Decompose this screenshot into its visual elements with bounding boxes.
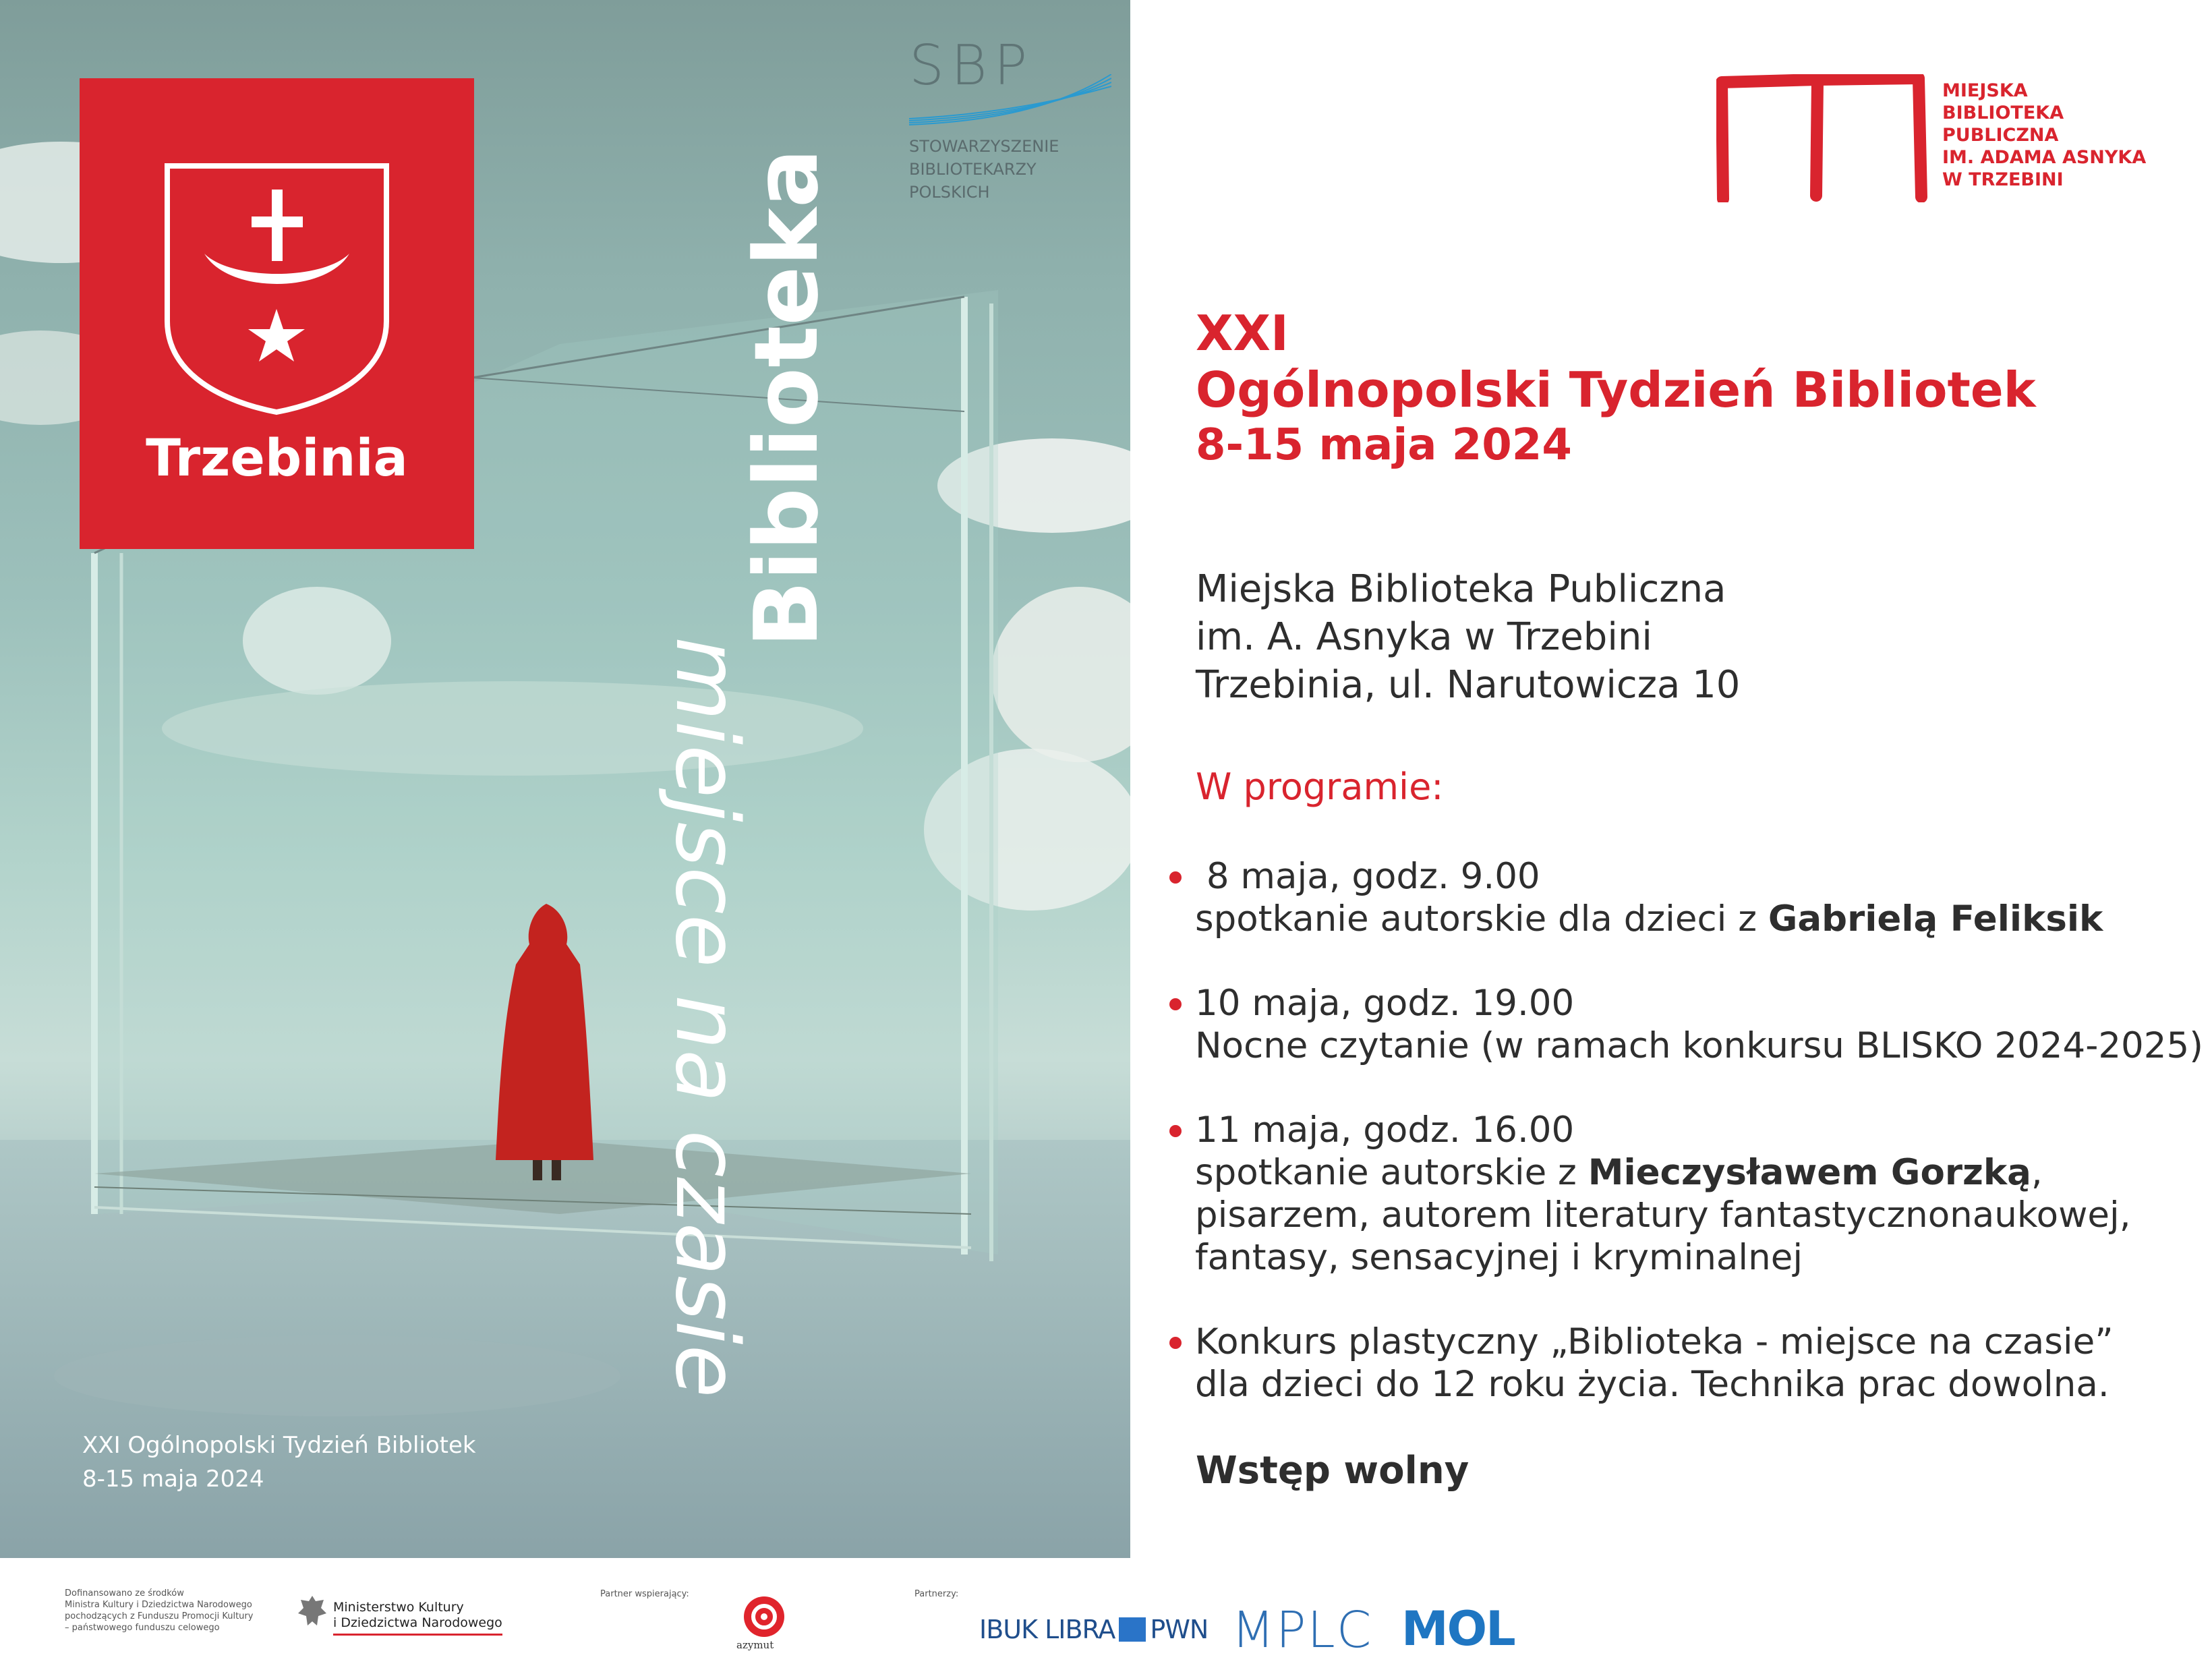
program-item [1167, 855, 2205, 940]
event-dates: 8-15 maja 2024 [1196, 420, 1572, 470]
mol-logo: MOL [1401, 1601, 1515, 1656]
mplc-logo: MPLC [1231, 1601, 1373, 1659]
library-logo-line: IM. ADAMA ASNYKA [1942, 147, 2147, 168]
sbp-line: BIBLIOTEKARZY [909, 160, 1037, 179]
program-item-desc: Nocne czytanie (w ramach konkursu BLISKO 2024-2025) [1195, 1025, 2203, 1066]
ibuk-name: IBUK LIBRA [979, 1615, 1115, 1644]
sbp-subtitle [909, 135, 1059, 204]
funding-line: – państwowego funduszu celowego [65, 1623, 220, 1633]
sbp-line: POLSKICH [909, 183, 990, 202]
coat-of-arms-icon [161, 152, 393, 415]
library-logo-text [1942, 80, 2146, 191]
vertical-subtitle: miejsce na czasie [656, 637, 757, 1398]
program-item-desc: pisarzem, autorem literatury fantastycznonaukowej, [1195, 1194, 2131, 1236]
ministry-line: i Dziedzictwa Narodowego [333, 1615, 502, 1630]
library-logo-line: MIEJSKA [1942, 80, 2028, 101]
poster-footer-dates: 8-15 maja 2024 [82, 1466, 264, 1493]
library-logo-line: W TRZEBINI [1942, 169, 2064, 190]
library-logo-icon [1716, 74, 1932, 202]
poster-footer [82, 1429, 476, 1496]
address-line: Miejska Biblioteka Publiczna [1196, 567, 1726, 611]
partners-label: Partnerzy: [914, 1589, 959, 1599]
azymut-logo-icon [742, 1594, 786, 1639]
sbp-line: STOWARZYSZENIE [909, 137, 1059, 156]
program-item-desc [1195, 1151, 2205, 1194]
program-item-time: 10 maja, godz. 19.00 [1195, 983, 1575, 1024]
address-line: Trzebinia, ul. Narutowicza 10 [1196, 663, 1741, 707]
event-name: Ogólnopolski Tydzień Bibliotek [1196, 362, 2036, 418]
program-item [1167, 1321, 2205, 1406]
free-entry: Wstęp wolny [1196, 1449, 1469, 1493]
desc-text: , [2031, 1152, 2043, 1193]
address-line: im. A. Asnyka w Trzebini [1196, 615, 1652, 659]
pwn-icon [1119, 1617, 1146, 1642]
program-item [1167, 982, 2205, 1067]
program-item-time: 8 maja, godz. 9.00 [1195, 856, 1540, 897]
author-name: Mieczysławem Gorzką [1588, 1152, 2031, 1193]
ibuk-pwn-logo [979, 1615, 1208, 1644]
program-item [1167, 1109, 2205, 1279]
crest-town-name: Trzebinia [146, 428, 408, 488]
venue-address [1196, 565, 1740, 709]
program-item-desc: dla dzieci do 12 roku życia. Technika prac dowolna. [1195, 1364, 2109, 1405]
event-title [1196, 305, 2036, 472]
bullet-icon [1169, 1337, 1182, 1349]
funding-line: pochodzących z Funduszu Promocji Kultury [65, 1611, 254, 1621]
event-edition: XXI [1196, 305, 1289, 362]
funding-line: Dofinansowano ze środków [65, 1588, 184, 1598]
library-logo-line: PUBLICZNA [1942, 125, 2059, 146]
desc-text: spotkanie autorskie z [1195, 1152, 1588, 1193]
bullet-icon [1169, 1125, 1182, 1137]
author-name: Gabrielą Feliksik [1768, 898, 2103, 940]
library-logo-line: BIBLIOTEKA [1942, 103, 2064, 123]
sponsor-footer [0, 1558, 2212, 1672]
pwn-name: PWN [1150, 1615, 1209, 1644]
eagle-icon [297, 1593, 328, 1631]
vertical-title: Biblioteka [735, 148, 838, 647]
support-partner-label: Partner wspierający: [600, 1589, 689, 1599]
poster-footer-title: XXI Ogólnopolski Tydzień Bibliotek [82, 1432, 476, 1459]
program-item-desc [1195, 898, 2205, 940]
program-item-desc: Konkurs plastyczny „Biblioteka - miejsce na czasie” [1195, 1321, 2114, 1362]
poster-image [0, 0, 1130, 1558]
trzebinia-crest-block [80, 78, 474, 549]
sbp-letters: SBP [909, 34, 1035, 98]
ministry-line: Ministerstwo Kultury [333, 1600, 464, 1615]
program-heading: W programie: [1196, 766, 1444, 808]
funding-note [65, 1588, 267, 1634]
bullet-icon [1169, 871, 1182, 884]
program-list [1167, 855, 2205, 1447]
sbp-logo [909, 34, 1111, 216]
desc-text: spotkanie autorskie dla dzieci z [1195, 898, 1768, 940]
sbp-swoosh-icon [909, 74, 1111, 128]
ministry-logo [333, 1600, 502, 1636]
bullet-icon [1169, 998, 1182, 1010]
program-item-desc: fantasy, sensacyjnej i kryminalnej [1195, 1237, 1803, 1278]
funding-line: Ministra Kultury i Dziedzictwa Narodowego [65, 1600, 252, 1610]
program-item-time: 11 maja, godz. 16.00 [1195, 1109, 1575, 1151]
azymut-name: azymut [736, 1639, 774, 1651]
